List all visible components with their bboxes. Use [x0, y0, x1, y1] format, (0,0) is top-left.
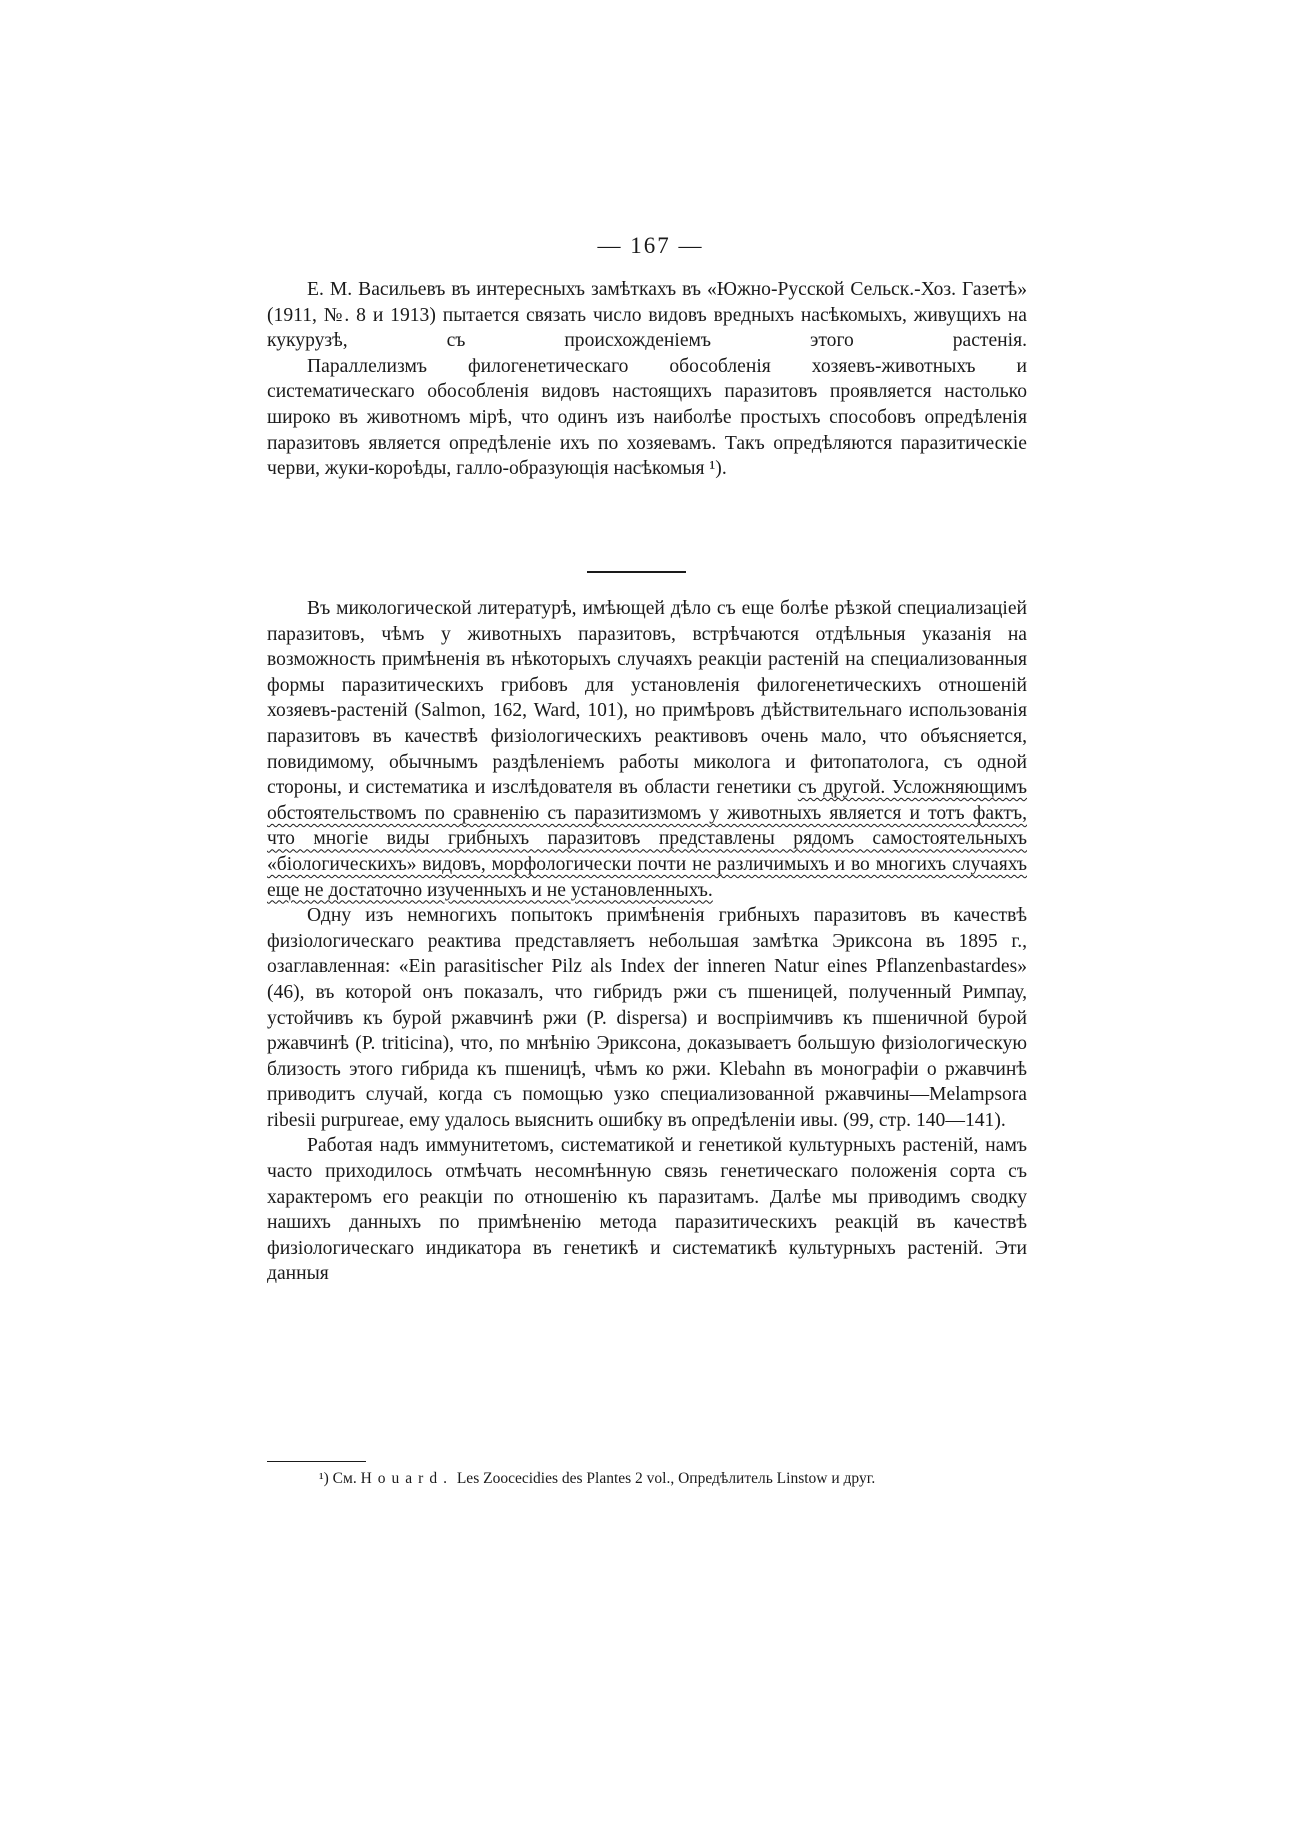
page-number: — 167 — — [597, 233, 704, 258]
underlined-passage: съ другой. Усложняющимъ обстоятельствомъ по сравненію съ паразитизмомъ у животныхъ является и тотъ фактъ, что многіе виды грибныхъ паразитовъ представлены рядомъ самостоятельныхъ «біологическихъ» видовъ, морфологически почти не различимыхъ и во многихъ случаяхъ еще не достаточно изученныхъ и не установленныхъ. — [267, 777, 1027, 901]
paragraph-mycology — [267, 596, 1027, 903]
footnote-marker: ¹) См. — [319, 1470, 357, 1487]
section-divider — [587, 571, 686, 573]
footnote — [267, 1468, 1027, 1490]
paragraph-parallelism: Параллелизмъ филогенетическаго обособленія хозяевъ-животныхъ и систематическаго обособленія видовъ настоящихъ паразитовъ проявляется настолько широко въ животномъ мірѣ, что одинъ изъ наиболѣе простыхъ способовъ опредѣленія паразитовъ является опредѣленіе ихъ по хозяевамъ. Такъ опредѣляются паразитическіе черви, жуки-короѣды, галло-образующія насѣкомыя ¹). — [267, 355, 1027, 480]
footnote-author: Houard. — [360, 1470, 453, 1487]
footnote-rule — [267, 1461, 366, 1462]
paragraph-eriksson: Одну изъ немногихъ попытокъ примѣненія грибныхъ паразитовъ въ качествѣ физіологическаго реактива представляетъ небольшая замѣтка Эриксона въ 1895 г., озаглавленная: «Ein parasitischer Pilz als Index der inneren Natur eines Pflanzenbastardes» (46), въ которой онъ показалъ, что гибридъ ржи съ пшеницей, полученный Римпау, устойчивъ къ бурой ржавчинѣ ржи (P. dispersa) и воспріимчивъ къ пшеничной бурой ржавчинѣ (P. triticina), что, по мнѣнію Эриксона, доказываетъ большую физіологическую близость этого гибрида къ пшеницѣ, чѣмъ ко ржи. Klebahn въ монографіи о ржавчинѣ приводитъ случай, когда съ помощью узко специализованной ржавчины—Melampsora ribesii purpureae, ему удалось выяснить ошибку въ опредѣленіи ивы. (99, стр. 140—141). — [267, 905, 1027, 1131]
paragraph-immunity: Работая надъ иммунитетомъ, систематикой и генетикой культурныхъ растеній, намъ часто приходилось отмѣчать несомнѣнную связь генетическаго положенія сорта съ характеромъ его реакціи по отношенію къ паразитамъ. Далѣе мы приводимъ сводку нашихъ данныхъ по примѣненію метода паразитическихъ реакцій въ качествѣ физіологическаго индикатора въ генетикѣ и систематикѣ культурныхъ растеній. Эти данныя — [267, 1135, 1027, 1285]
paragraph-vasiliev: Е. М. Васильевъ въ интересныхъ замѣткахъ въ «Южно-Русской Сельск.-Хоз. Газетѣ» (1911, №. 8 и 1913) пытается связать число видовъ вредныхъ насѣкомыхъ, живущихъ на кукурузѣ, съ происхожденіемъ этого растенія. — [267, 279, 1027, 352]
footnote-text: Les Zoocecidies des Plantes 2 vol., Опредѣлитель Linstow и друг. — [456, 1470, 876, 1487]
text-block-main — [267, 596, 1027, 1287]
text-block-top — [267, 277, 1027, 482]
paragraph-mycology-text: Въ микологической литературѣ, имѣющей дѣло съ еще болѣе рѣзкой специализаціей паразитовъ, чѣмъ у животныхъ паразитовъ, встрѣчаются отдѣльныя указанія на возможность примѣненія въ нѣкоторыхъ случаяхъ реакціи растеній на специализованныя формы паразитическихъ грибовъ для установленія филогенетическихъ отношеній хозяевъ-растеній (Salmon, 162, Ward, 101), но примѣровъ дѣйствительнаго использованія паразитовъ въ качествѣ физіологическихъ реактивовъ очень мало, что объясняется, повидимому, обычнымъ раздѣленіемъ работы миколога и фитопатолога, съ одной стороны, и систематика и изслѣдователя въ области генетики — [267, 598, 1027, 799]
